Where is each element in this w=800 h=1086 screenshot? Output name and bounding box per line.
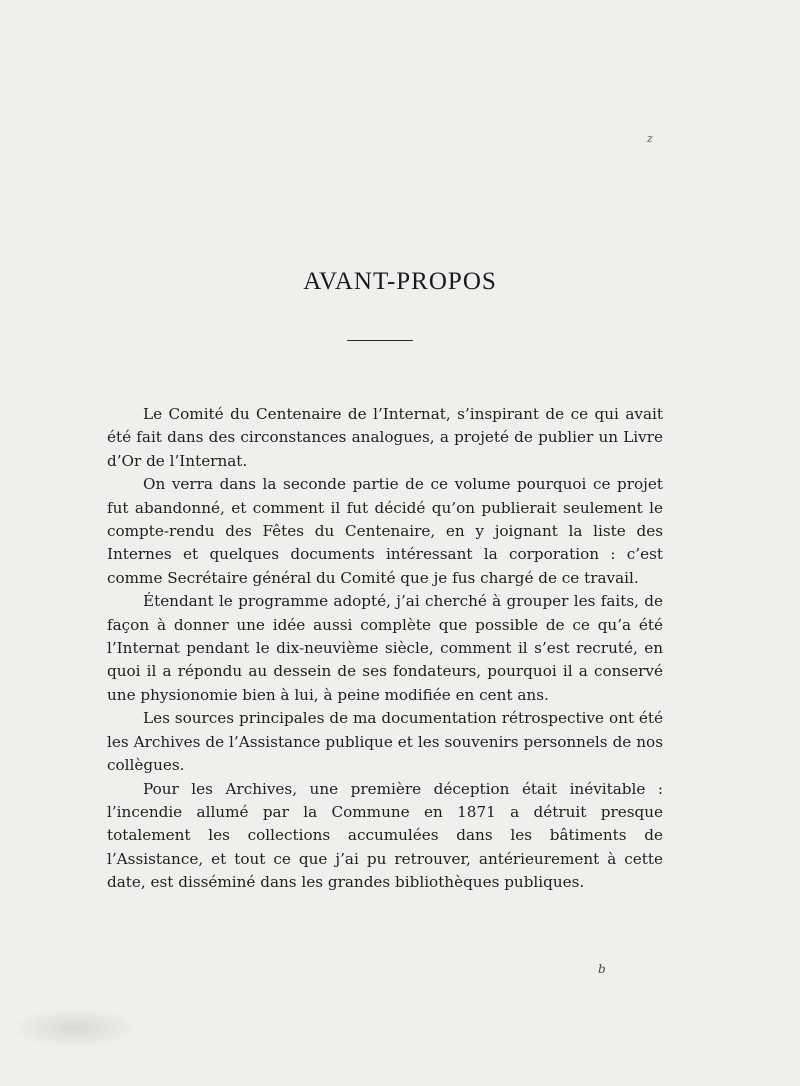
title-divider <box>347 340 413 341</box>
page-number: z <box>647 132 653 145</box>
preface-text <box>107 403 663 895</box>
signature-mark: b <box>598 962 606 976</box>
paragraph-4: Les sources principales de ma documentation rétrospective ont été les Archives de l’Assistance publique et les souvenirs personnels de nos collègues. <box>107 709 663 775</box>
paper-stain <box>10 1008 140 1048</box>
paragraph-2: On verra dans la seconde partie de ce volume pourquoi ce projet fut abandonné, et comment il fut décidé qu’on publierait seulement le compte-rendu des Fêtes du Centenaire, en y joignant la liste des Internes et quelques documents intéressant la corporation : c’est comme Secrétaire général du Comité que je fus chargé de ce travail. <box>107 475 663 587</box>
paragraph-1: Le Comité du Centenaire de l’Internat, s’inspirant de ce qui avait été fait dans des circonstances analogues, a projeté de publier un Livre d’Or de l’Internat. <box>107 405 663 470</box>
page-title: AVANT-PROPOS <box>303 268 497 295</box>
paragraph-5: Pour les Archives, une première déception était inévitable : l’incendie allumé par la Commune en 1871 a détruit presque totalement les collections accumulées dans les bâtiments de l’Assistance, et tout ce que j’ai pu retrouver, antérieurement à cette date, est disséminé dans les grandes bibliothèques publiques. <box>107 779 663 892</box>
paragraph-3: Étendant le programme adopté, j’ai cherché à grouper les faits, de façon à donner une idée aussi complète que possible de ce qu’a été l’Internat pendant le dix-neuvième siècle, comment il s’est recruté, en quoi il a répondu au dessein de ses fondateurs, pourquoi il a conservé une physionomie bien à lui, à peine modifiée en cent ans. <box>107 592 663 704</box>
